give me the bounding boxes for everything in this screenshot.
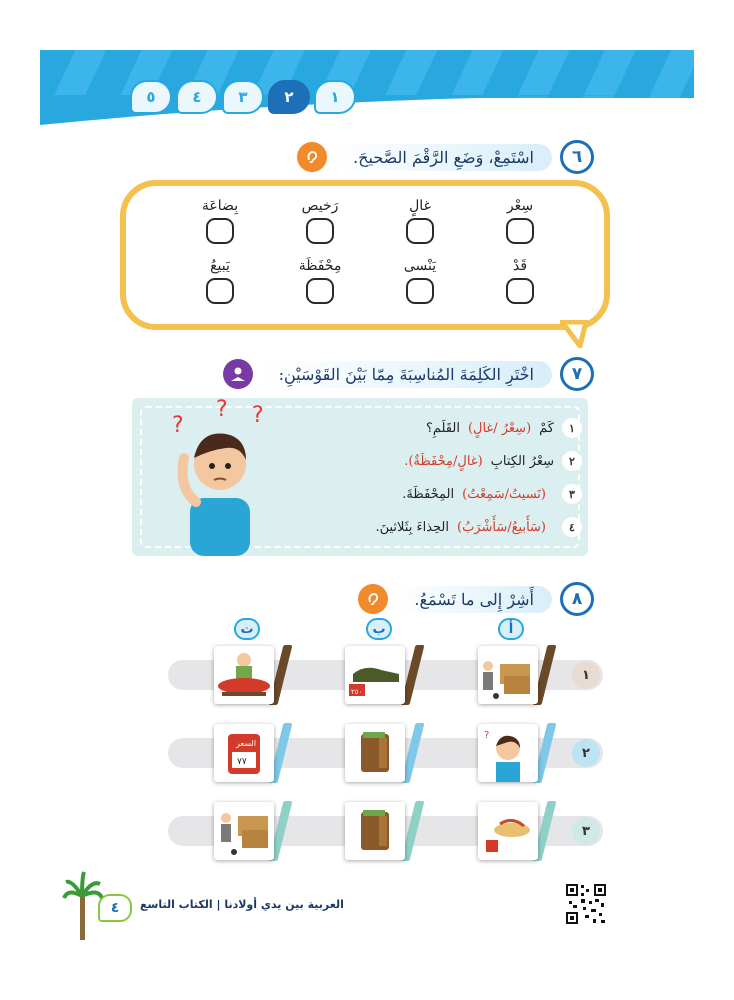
word-label: يَبيعُ xyxy=(210,258,230,274)
boxes-trolley-icon[interactable] xyxy=(214,802,274,860)
word-item xyxy=(370,258,470,304)
q7-sentences xyxy=(375,418,582,537)
sentence-row xyxy=(375,418,582,438)
word-item xyxy=(470,258,570,304)
answer-box[interactable] xyxy=(506,278,534,304)
q6-heading xyxy=(297,140,594,174)
word-item xyxy=(370,198,470,244)
tab-5[interactable]: ٥ xyxy=(130,80,172,114)
ear-icon xyxy=(297,142,327,172)
q8-heading xyxy=(358,582,594,616)
ear-icon xyxy=(358,584,388,614)
shoe-price: ٢٥٠ xyxy=(351,688,363,696)
word-item xyxy=(270,198,370,244)
svg-text:?: ? xyxy=(172,413,184,438)
word-item xyxy=(170,198,270,244)
reading-icon xyxy=(223,359,253,389)
speech-tail xyxy=(560,320,588,348)
sentence-number: ١ xyxy=(562,418,582,438)
confused-boy-icon xyxy=(160,398,270,556)
sentence-row xyxy=(375,484,582,504)
answer-box[interactable] xyxy=(306,218,334,244)
sandals-price-tag-icon[interactable] xyxy=(478,802,538,860)
tab-1[interactable]: ١ xyxy=(314,80,356,114)
word-label: بِضاعَة xyxy=(201,198,239,214)
row-number: ٣ xyxy=(572,817,600,845)
choice-option[interactable]: (غالٍ/مِحْفَظَةٌ). xyxy=(404,453,483,469)
word-label: قَدْ xyxy=(512,258,528,274)
q8-title: أَشِرْ إِلى ما تَسْمَعُ. xyxy=(396,586,552,613)
column-label-a: أ xyxy=(498,618,524,640)
price-tag-icon[interactable] xyxy=(214,724,274,782)
word-label: مِحْفَظَة xyxy=(298,258,342,274)
tab-2[interactable]: ٢ xyxy=(268,80,310,114)
wallet-icon[interactable] xyxy=(345,724,405,782)
column-label-t: ت xyxy=(234,618,260,640)
q6-number: ٦ xyxy=(560,140,594,174)
sentence-text: الحِذاءَ بِثَلاثينَ. xyxy=(375,519,449,535)
q6-word-grid xyxy=(170,198,570,304)
answer-box[interactable] xyxy=(506,218,534,244)
word-label: غالٍ xyxy=(409,198,431,214)
word-label: يَنْسى xyxy=(403,258,437,274)
shoes-price-tag-icon[interactable] xyxy=(345,646,405,704)
sentence-number: ٤ xyxy=(562,517,582,537)
tab-4[interactable]: ٤ xyxy=(176,80,218,114)
sentence-number: ٢ xyxy=(562,451,582,471)
book-title: العربية بين يدي أولادنا | الكتاب التاسع xyxy=(140,898,344,911)
row-number: ٢ xyxy=(572,739,600,767)
answer-box[interactable] xyxy=(306,278,334,304)
answer-box[interactable] xyxy=(206,218,234,244)
q7-heading xyxy=(223,357,594,391)
svg-text:?: ? xyxy=(484,730,490,741)
boxes-trolley-icon[interactable] xyxy=(478,646,538,704)
sentence-text: المِحْفَظَةَ. xyxy=(402,486,455,502)
answer-box[interactable] xyxy=(206,278,234,304)
word-label: رَخيص xyxy=(301,198,339,214)
choice-option[interactable]: (سَأَبيعُ/سَأَشْرَبُ) xyxy=(457,519,546,535)
answer-box[interactable] xyxy=(406,218,434,244)
choice-option[interactable]: (نَسيتُ/سَمِعْتُ) xyxy=(462,486,546,502)
svg-text:?: ? xyxy=(252,403,264,428)
sentence-number: ٣ xyxy=(562,484,582,504)
page-number: ٤ xyxy=(98,894,132,922)
tab-3[interactable]: ٣ xyxy=(222,80,264,114)
q6-title: اسْتَمِعْ، وَضَعِ الرَّقْمَ الصَّحيحَ. xyxy=(335,144,552,171)
sentence-text: سِعْرُ الكِتابِ xyxy=(490,453,554,469)
price-tag-label: السعر xyxy=(236,739,257,748)
sentence-row xyxy=(375,451,582,471)
q7-title: اخْتَرِ الكَلِمَةَ المُناسِبَةَ مِمّا بَيْنَ القَوْسَيْنِ: xyxy=(261,361,552,388)
word-item xyxy=(470,198,570,244)
confused-boy-icon[interactable] xyxy=(478,724,538,782)
svg-text:?: ? xyxy=(216,398,228,422)
sentence-text: كَمْ xyxy=(539,420,554,436)
wallet-icon[interactable] xyxy=(345,802,405,860)
price-tag-value: ٧٧ xyxy=(237,757,247,767)
sentence-row xyxy=(375,517,582,537)
vendor-stall-icon[interactable] xyxy=(214,646,274,704)
word-label: سِعْر xyxy=(506,198,534,214)
choice-option[interactable]: (سِعْرُ /غالٍ) xyxy=(467,420,532,436)
word-item xyxy=(270,258,370,304)
sentence-text: القَلَمِ؟ xyxy=(425,420,460,436)
lesson-tabs xyxy=(130,80,356,114)
word-item xyxy=(170,258,270,304)
q7-number: ٧ xyxy=(560,357,594,391)
q8-number: ٨ xyxy=(560,582,594,616)
row-number: ١ xyxy=(572,661,600,689)
column-label-b: ب xyxy=(366,618,392,640)
qr-code-icon[interactable] xyxy=(565,883,607,925)
answer-box[interactable] xyxy=(406,278,434,304)
